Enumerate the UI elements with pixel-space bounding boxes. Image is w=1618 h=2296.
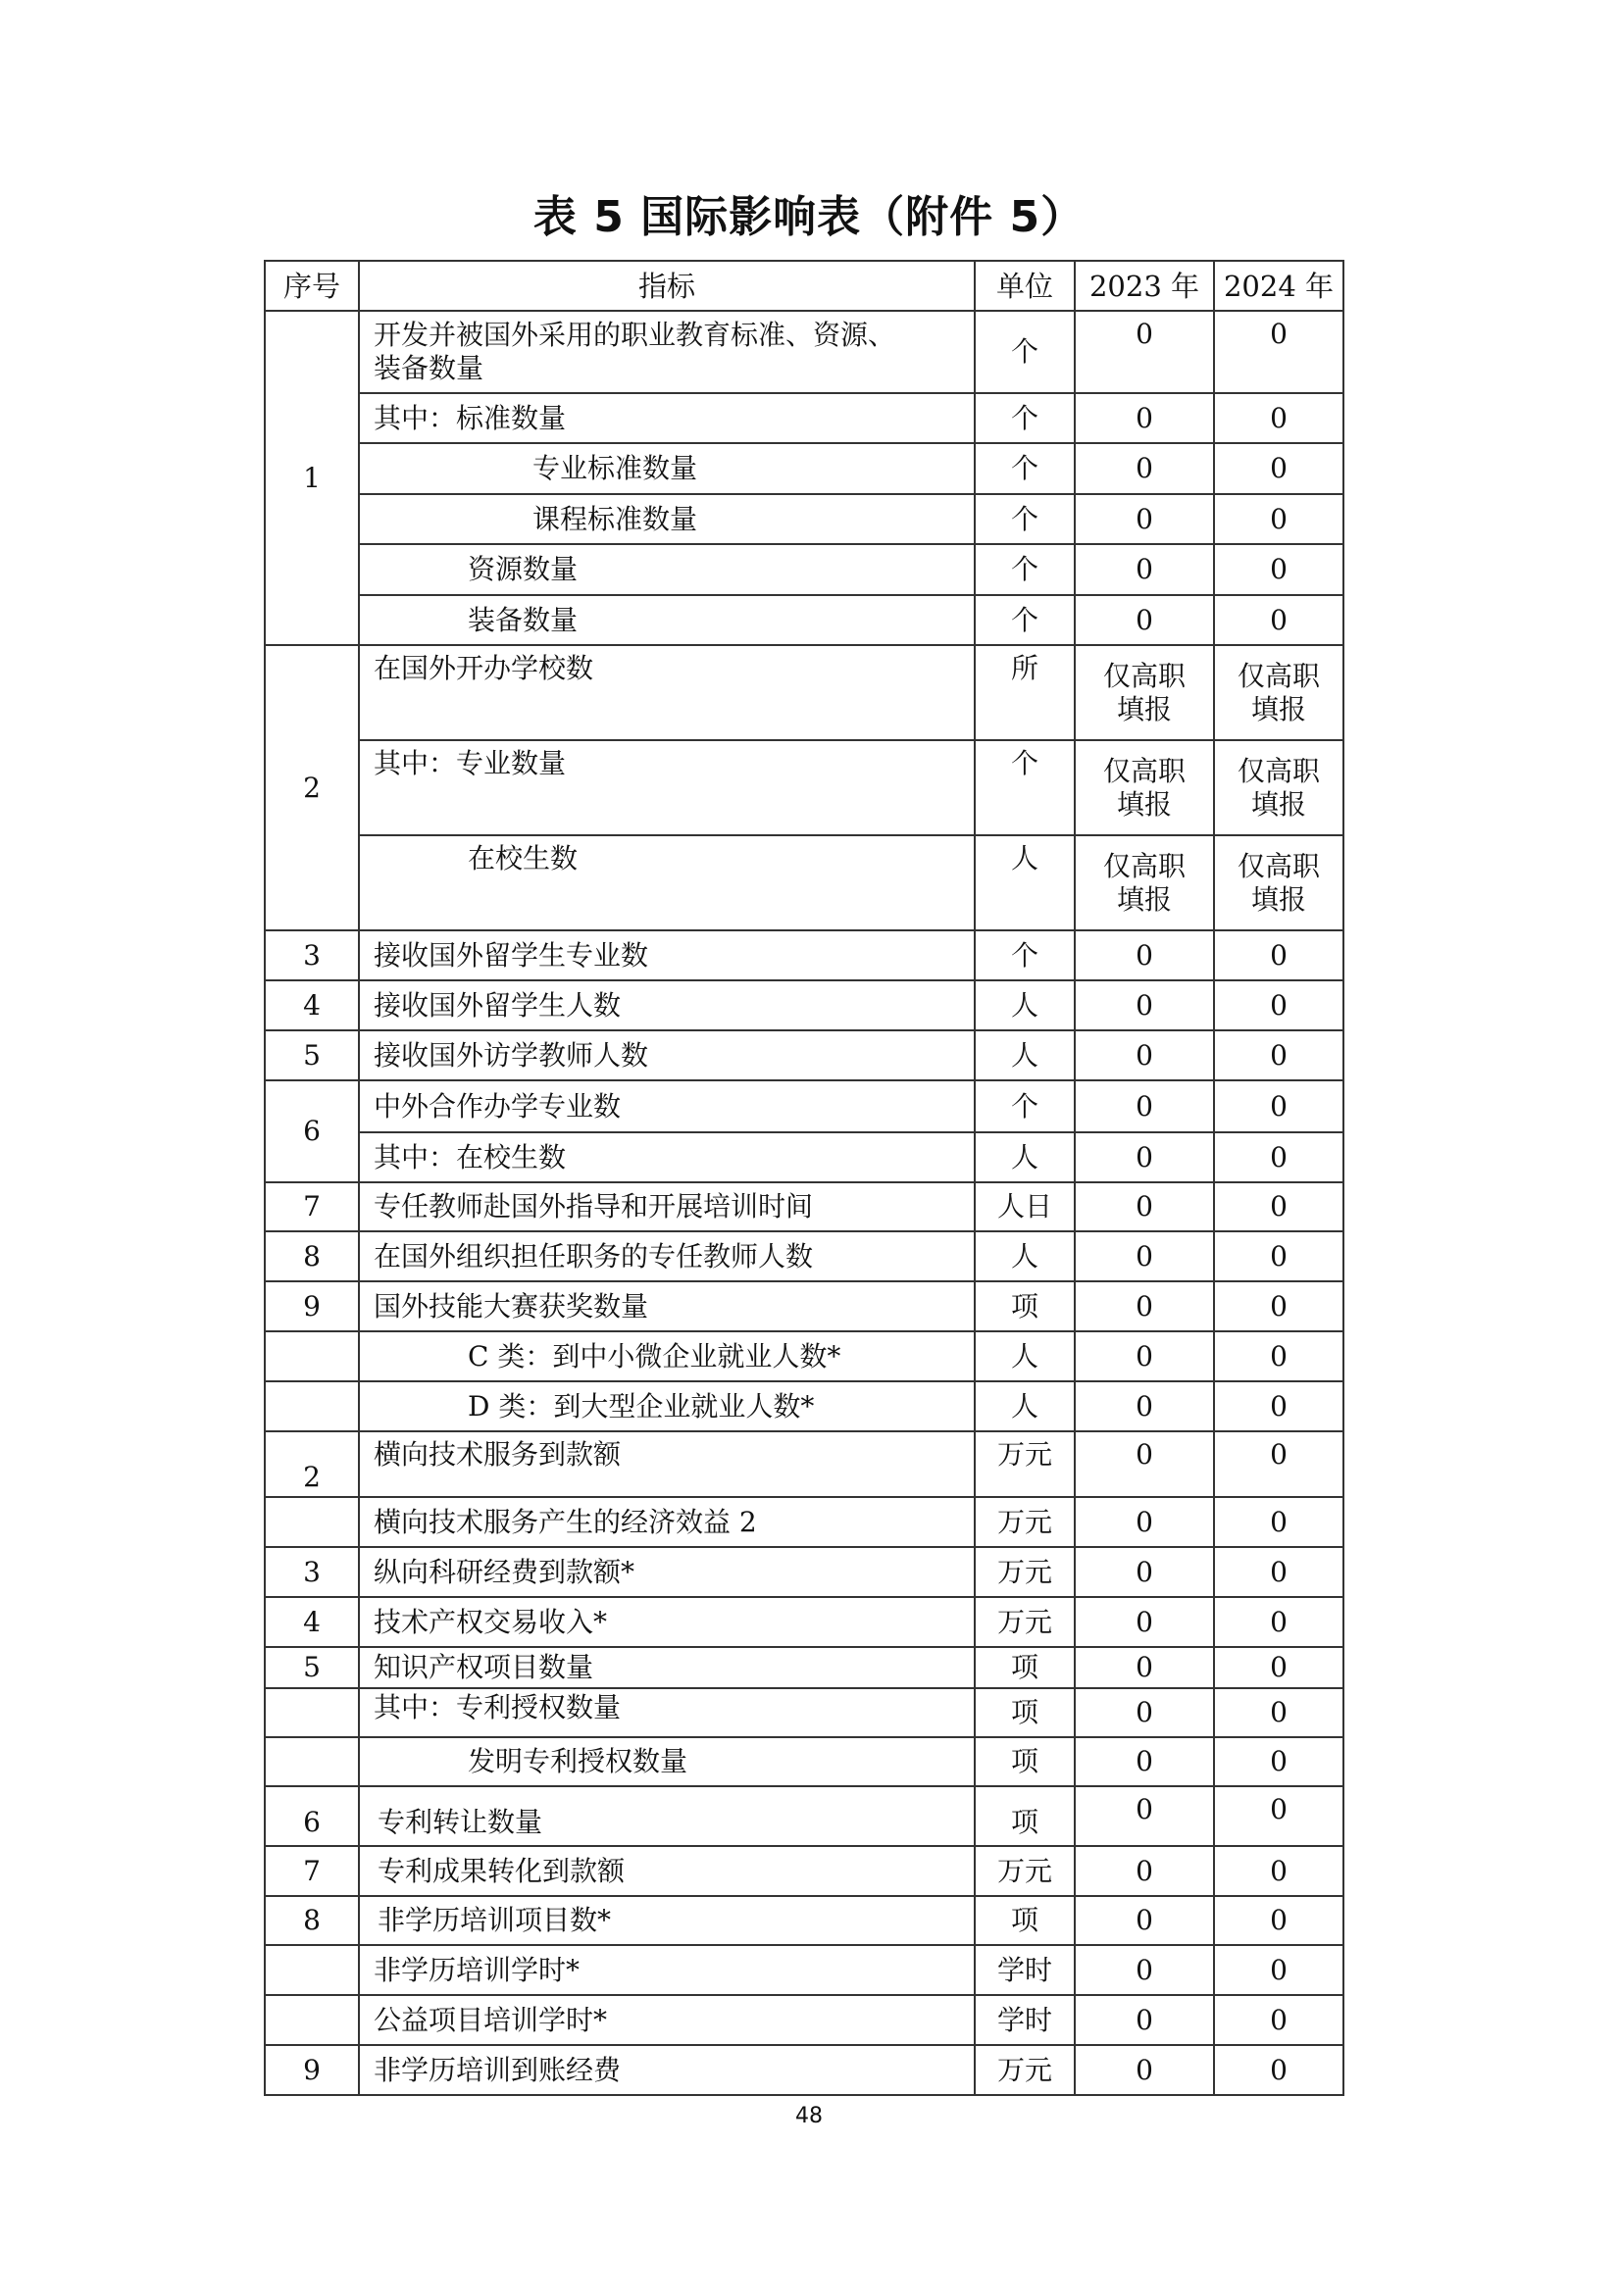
row-value-2024: 0 [1214,930,1343,980]
row-indicator: C 类：到中小微企业就业人数* [359,1331,975,1381]
row-number: 1 [265,311,359,645]
row-number [265,1995,359,2045]
row-value-2024: 0 [1214,1846,1343,1896]
row-number: 3 [265,930,359,980]
row-indicator: 开发并被国外采用的职业教育标准、资源、装备数量 [359,311,975,393]
row-indicator: D 类：到大型企业就业人数* [359,1381,975,1431]
row-value-2023: 0 [1075,2045,1214,2095]
table-row [265,1647,1343,1688]
row-value-2024: 仅高职填报 [1214,645,1343,740]
row-number: 6 [265,1786,359,1846]
row-number [265,1945,359,1995]
header-indicator: 指标 [359,261,975,311]
row-number [265,1737,359,1786]
row-indicator: 非学历培训学时* [359,1945,975,1995]
row-indicator: 公益项目培训学时* [359,1995,975,2045]
table-row [265,1381,1343,1431]
row-value-2023: 0 [1075,1737,1214,1786]
row-value-2023: 0 [1075,1182,1214,1231]
row-number [265,1497,359,1547]
table-row [265,740,1343,835]
row-number: 4 [265,1597,359,1647]
table-row [265,930,1343,980]
table-row [265,1547,1343,1597]
row-value-2023: 0 [1075,544,1214,595]
row-indicator: 在国外开办学校数 [359,645,975,740]
table-row [265,1030,1343,1080]
row-unit: 人 [975,1132,1075,1182]
row-value-2024: 0 [1214,1896,1343,1945]
page-title: 表 5 国际影响表（附件 5） [532,192,1086,242]
row-unit: 项 [975,1737,1075,1786]
row-value-2024: 0 [1214,544,1343,595]
row-number: 9 [265,2045,359,2095]
row-unit: 项 [975,1896,1075,1945]
header-2024: 2024 年 [1214,261,1343,311]
row-number: 6 [265,1080,359,1182]
row-indicator: 纵向科研经费到款额* [359,1547,975,1597]
row-value-2024: 0 [1214,1786,1343,1846]
table-row [265,2045,1343,2095]
row-number: 5 [265,1030,359,1080]
row-unit: 项 [975,1647,1075,1688]
international-influence-table [264,260,1344,2096]
row-value-2024: 0 [1214,1231,1343,1281]
row-number: 9 [265,1281,359,1331]
row-indicator: 其中：专利授权数量 [359,1688,975,1737]
row-unit: 个 [975,1080,1075,1132]
page-number: 48 [795,2104,823,2128]
row-value-2023: 0 [1075,443,1214,494]
row-indicator: 在校生数 [359,835,975,930]
row-number: 8 [265,1896,359,1945]
table-header-row [265,261,1343,311]
row-indicator: 横向技术服务到款额 [359,1431,975,1497]
row-unit: 人 [975,1030,1075,1080]
row-value-2023: 0 [1075,1132,1214,1182]
row-value-2024: 0 [1214,1080,1343,1132]
row-unit: 万元 [975,1497,1075,1547]
row-unit: 个 [975,930,1075,980]
row-unit: 个 [975,494,1075,544]
row-value-2024: 仅高职填报 [1214,740,1343,835]
row-value-2024: 0 [1214,311,1343,393]
row-number [265,1381,359,1431]
row-unit: 个 [975,740,1075,835]
row-unit: 项 [975,1688,1075,1737]
row-value-2024: 0 [1214,1497,1343,1547]
row-value-2024: 0 [1214,1995,1343,2045]
row-indicator: 资源数量 [359,544,975,595]
row-indicator: 其中：在校生数 [359,1132,975,1182]
row-value-2024: 仅高职填报 [1214,835,1343,930]
row-value-2023: 0 [1075,1030,1214,1080]
table-row [265,443,1343,494]
row-unit: 人 [975,980,1075,1030]
table-row [265,311,1343,393]
row-value-2023: 0 [1075,1995,1214,2045]
row-unit: 个 [975,393,1075,443]
row-indicator: 专利转让数量 [359,1786,975,1846]
row-value-2024: 0 [1214,494,1343,544]
row-value-2023: 0 [1075,1597,1214,1647]
row-value-2024: 0 [1214,1431,1343,1497]
table-row [265,1995,1343,2045]
row-value-2023: 仅高职填报 [1075,740,1214,835]
table-row [265,1737,1343,1786]
row-indicator: 课程标准数量 [359,494,975,544]
row-value-2023: 0 [1075,1896,1214,1945]
row-value-2024: 0 [1214,2045,1343,2095]
row-unit: 项 [975,1281,1075,1331]
row-unit: 人 [975,835,1075,930]
row-unit: 人日 [975,1182,1075,1231]
row-value-2024: 0 [1214,1132,1343,1182]
row-unit: 万元 [975,1431,1075,1497]
row-number: 2 [265,645,359,930]
row-indicator: 非学历培训到账经费 [359,2045,975,2095]
row-value-2023: 0 [1075,1647,1214,1688]
row-value-2023: 仅高职填报 [1075,835,1214,930]
row-unit: 项 [975,1786,1075,1846]
row-unit: 人 [975,1331,1075,1381]
row-indicator: 在国外组织担任职务的专任教师人数 [359,1231,975,1281]
row-value-2024: 0 [1214,1281,1343,1331]
row-unit: 万元 [975,1547,1075,1597]
header-no: 序号 [265,261,359,311]
row-value-2023: 0 [1075,311,1214,393]
table-row [265,1132,1343,1182]
row-value-2023: 仅高职填报 [1075,645,1214,740]
row-value-2023: 0 [1075,1688,1214,1737]
row-value-2024: 0 [1214,595,1343,645]
table-row [265,1497,1343,1547]
table-row [265,1896,1343,1945]
row-value-2024: 0 [1214,1737,1343,1786]
row-indicator: 发明专利授权数量 [359,1737,975,1786]
row-indicator: 其中：标准数量 [359,393,975,443]
table-row [265,1786,1343,1846]
row-value-2023: 0 [1075,1331,1214,1381]
row-number: 4 [265,980,359,1030]
row-value-2023: 0 [1075,1431,1214,1497]
table-row [265,544,1343,595]
row-value-2024: 0 [1214,1331,1343,1381]
table-row [265,1231,1343,1281]
row-indicator: 接收国外留学生专业数 [359,930,975,980]
row-value-2024: 0 [1214,1182,1343,1231]
header-unit: 单位 [975,261,1075,311]
table-row [265,595,1343,645]
row-value-2023: 0 [1075,1547,1214,1597]
table-row [265,1846,1343,1896]
row-value-2023: 0 [1075,1786,1214,1846]
row-indicator: 非学历培训项目数* [359,1896,975,1945]
row-indicator: 专任教师赴国外指导和开展培训时间 [359,1182,975,1231]
row-value-2024: 0 [1214,1597,1343,1647]
row-unit: 万元 [975,2045,1075,2095]
row-number: 8 [265,1231,359,1281]
table-row [265,1945,1343,1995]
row-unit: 学时 [975,1945,1075,1995]
row-value-2024: 0 [1214,1647,1343,1688]
row-value-2023: 0 [1075,1231,1214,1281]
row-value-2023: 0 [1075,930,1214,980]
row-value-2024: 0 [1214,1945,1343,1995]
row-unit: 万元 [975,1846,1075,1896]
table-row [265,1431,1343,1497]
row-unit: 所 [975,645,1075,740]
table-row [265,393,1343,443]
row-number: 2 [265,1431,359,1497]
row-indicator: 接收国外访学教师人数 [359,1030,975,1080]
table-row [265,1331,1343,1381]
table-row [265,1597,1343,1647]
row-number: 7 [265,1182,359,1231]
row-value-2023: 0 [1075,1497,1214,1547]
row-unit: 学时 [975,1995,1075,2045]
row-unit: 个 [975,544,1075,595]
row-unit: 个 [975,443,1075,494]
row-value-2023: 0 [1075,494,1214,544]
row-value-2024: 0 [1214,443,1343,494]
row-value-2023: 0 [1075,1381,1214,1431]
row-value-2023: 0 [1075,1080,1214,1132]
table-row [265,1688,1343,1737]
row-value-2024: 0 [1214,1547,1343,1597]
row-value-2023: 0 [1075,1945,1214,1995]
row-number [265,1688,359,1737]
row-indicator: 横向技术服务产生的经济效益 2 [359,1497,975,1547]
row-indicator: 中外合作办学专业数 [359,1080,975,1132]
row-value-2024: 0 [1214,980,1343,1030]
row-value-2024: 0 [1214,1688,1343,1737]
row-value-2024: 0 [1214,393,1343,443]
header-2023: 2023 年 [1075,261,1214,311]
row-value-2023: 0 [1075,595,1214,645]
row-number [265,1331,359,1381]
row-unit: 人 [975,1231,1075,1281]
row-indicator: 专业标准数量 [359,443,975,494]
row-indicator: 其中：专业数量 [359,740,975,835]
row-indicator: 国外技能大赛获奖数量 [359,1281,975,1331]
row-value-2024: 0 [1214,1381,1343,1431]
row-number: 5 [265,1647,359,1688]
row-value-2023: 0 [1075,980,1214,1030]
row-unit: 万元 [975,1597,1075,1647]
row-indicator: 技术产权交易收入* [359,1597,975,1647]
table-row [265,835,1343,930]
row-indicator: 接收国外留学生人数 [359,980,975,1030]
table-row [265,494,1343,544]
table-row [265,645,1343,740]
row-indicator: 装备数量 [359,595,975,645]
row-indicator: 知识产权项目数量 [359,1647,975,1688]
row-value-2023: 0 [1075,1846,1214,1896]
row-unit: 个 [975,311,1075,393]
row-unit: 个 [975,595,1075,645]
row-value-2023: 0 [1075,393,1214,443]
table-row [265,1182,1343,1231]
table-row [265,1281,1343,1331]
row-value-2024: 0 [1214,1030,1343,1080]
row-value-2023: 0 [1075,1281,1214,1331]
row-indicator: 专利成果转化到款额 [359,1846,975,1896]
row-number: 7 [265,1846,359,1896]
row-unit: 人 [975,1381,1075,1431]
table-row [265,980,1343,1030]
row-number: 3 [265,1547,359,1597]
table-row [265,1080,1343,1132]
